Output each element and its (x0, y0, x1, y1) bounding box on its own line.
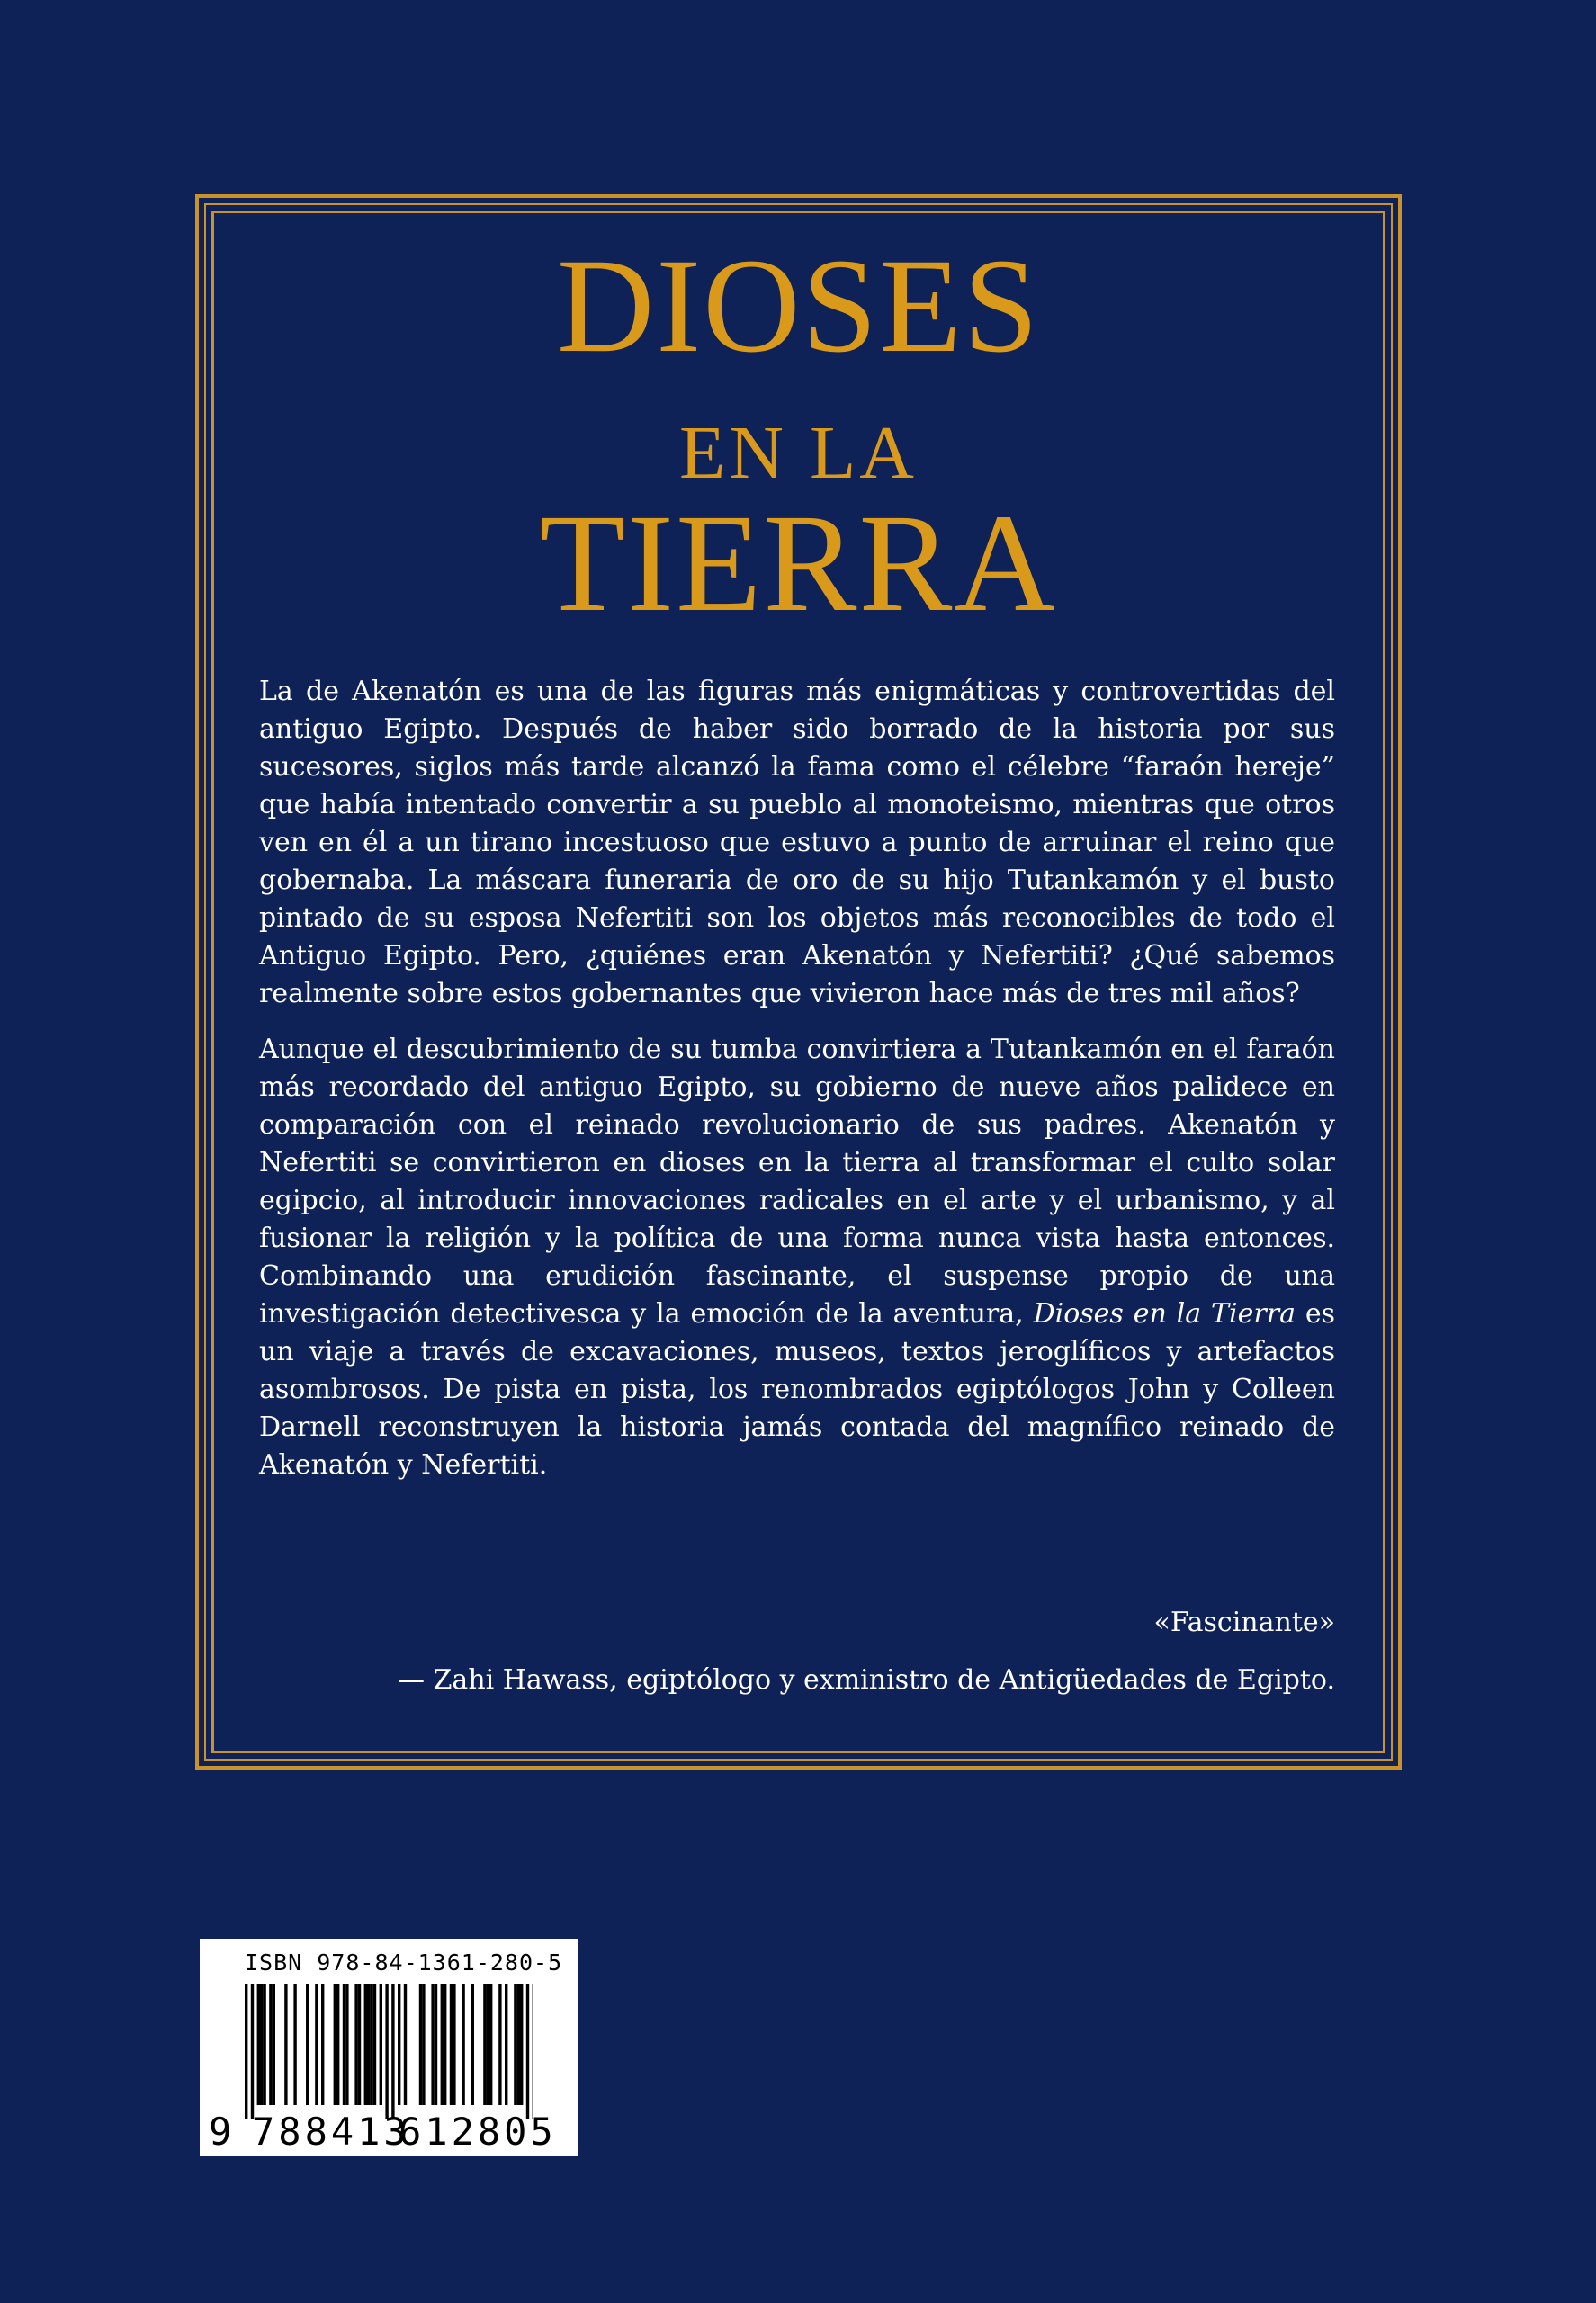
barcode-bar (526, 1984, 529, 2119)
title-line-3: TIERRA (539, 485, 1058, 641)
title-line-2: EN LA (679, 411, 918, 495)
barcode-bar (422, 1984, 425, 2105)
barcode-bar (257, 1984, 260, 2105)
review-quote: «Fascinante» (1153, 1607, 1335, 1638)
barcode-bar (450, 1984, 453, 2105)
barcode-bar (315, 1984, 318, 2105)
barcode-panel (200, 1939, 578, 2156)
barcode-bar (245, 1984, 247, 2119)
barcode-bar (441, 1984, 444, 2105)
barcode-bar (364, 1984, 367, 2105)
barcode-bar (367, 1984, 370, 2105)
barcode-bar (380, 1984, 382, 2105)
barcode-bar (419, 1984, 422, 2105)
barcode-bar (306, 1984, 309, 2105)
barcode-bar (487, 1984, 489, 2105)
barcode-bar (334, 1984, 336, 2105)
barcode-bar (444, 1984, 446, 2105)
barcode-bar (498, 1984, 501, 2105)
barcode-bar (471, 1984, 474, 2105)
barcode-bar (354, 1984, 357, 2105)
barcode-bar (462, 1984, 464, 2105)
barcode-bar (273, 1984, 275, 2105)
barcode-digits-right: 612805 (399, 2110, 557, 2154)
barcode-bar (358, 1984, 361, 2105)
barcode-bar (520, 1984, 523, 2105)
barcode-bar (293, 1984, 296, 2105)
barcode-bar (431, 1984, 434, 2105)
barcode-bar (263, 1984, 265, 2105)
isbn-label: ISBN 978-84-1361-280-5 (245, 1949, 563, 1976)
barcode-bar (483, 1984, 486, 2105)
barcode-bar (336, 1984, 339, 2105)
barcode-bar (269, 1984, 272, 2105)
barcode-bar (345, 1984, 348, 2105)
book-title-italic: Dioses en la Tierra (1033, 1298, 1296, 1330)
barcode-bar (321, 1984, 324, 2105)
barcode-bar (373, 1984, 376, 2105)
barcode-bar (404, 1984, 407, 2105)
barcode-bars (245, 1984, 533, 2119)
barcode-bar (453, 1984, 455, 2105)
barcode-bar (251, 1984, 254, 2119)
barcode-bar (435, 1984, 437, 2105)
barcode-bar (391, 1984, 394, 2119)
barcode-bar (385, 1984, 388, 2119)
synopsis-paragraph-1: La de Akenatón es una de las figuras más enigmáticas y controvertidas del antiguo Egipto. Después de haber sido borrado de la historia por sus sucesores, siglos más tarde alcanzó la fama como el célebre “faraón hereje” que había intentado convertir a su pueblo al monoteismo, mientras que otros ven en él a un tirano incestuoso que estuvo a punto de arruinar el reino que gobernaba. La máscara funeraria de oro de su hijo Tutankamón y el busto pintado de su esposa Nefertiti son los objetos más reconocibles de todo el Antiguo Egipto. Pero, ¿quiénes eran Akenatón y Nefertiti? ¿Qué sabemos realmente sobre estos gobernantes que vivieron hace más de tres mil años? (259, 676, 1335, 1009)
paragraph-2-text-b: es un viaje a través de excavaciones, museos, textos jeroglíficos y artefactos asombrosos. De pista en pista, los renombrados egiptólogos John y Colleen Darnell reconstruyen la historia jamás contada del magnífico reinado de Akenatón y Nefertiti. (259, 1298, 1336, 1481)
title-line-1: DIOSES (556, 231, 1041, 381)
barcode-bar (398, 1984, 400, 2105)
barcode-bar (489, 1984, 492, 2105)
paragraph-2-text-a: Aunque el descubrimiento de su tumba convirtiera a Tutankamón en el faraón más recordado del antiguo Egipto, su gobierno de nueve años palidece en comparación con el reinado revolucionario de sus padres. Akenatón y Nefertiti se convirtieron en dioses en la tierra al transformar el culto solar egipcio, al introducir innovaciones radicales en el arte y el urbanismo, y al fusionar la religión y la política de una forma nunca vista hasta entonces. Combinando una erudición fascinante, el suspense propio de una investigación detectivesca y la emoción de la aventura, (259, 1034, 1335, 1330)
barcode-bar (260, 1984, 263, 2105)
barcode-bar (370, 1984, 372, 2105)
barcode-bar (284, 1984, 287, 2105)
barcode-bar (517, 1984, 520, 2105)
barcode-bar (343, 1984, 345, 2105)
review-attribution: — Zahi Hawass, egiptólogo y exministro de Antigüedades de Egipto. (398, 1664, 1335, 1696)
barcode-bar (505, 1984, 507, 2105)
barcode-digits-left: 788413 (252, 2110, 410, 2154)
synopsis (259, 673, 1335, 1502)
barcode-bar (514, 1984, 516, 2105)
synopsis-paragraph-2 (259, 1031, 1335, 1484)
barcode-digit-lead: 9 (209, 2110, 232, 2154)
